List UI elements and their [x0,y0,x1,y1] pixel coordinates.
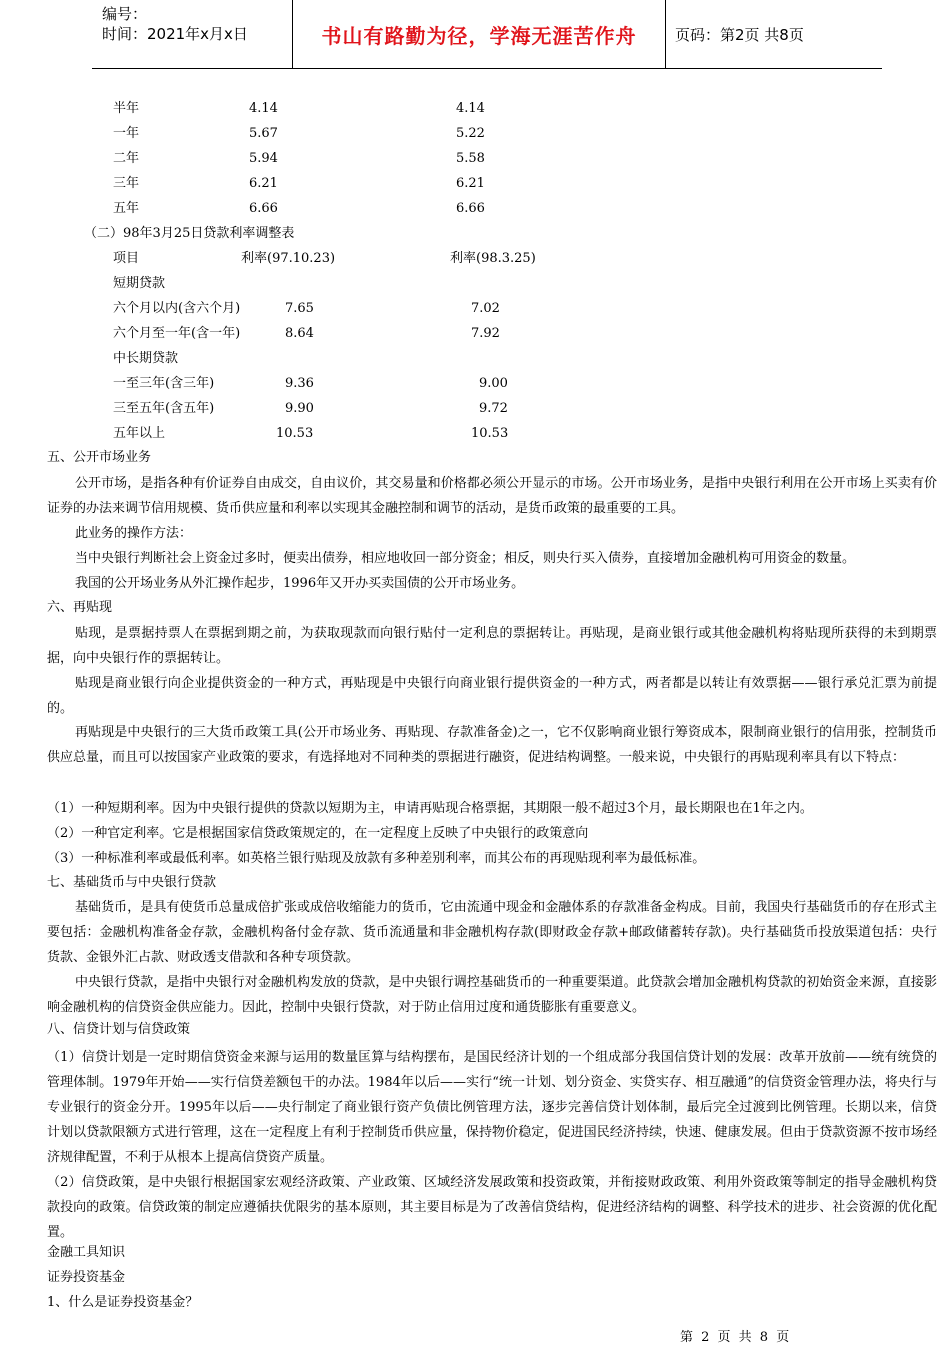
term-cell: 一年 [113,126,140,141]
topic-heading: 证券投资基金 [47,1270,126,1285]
long-loan-label: 中长期贷款 [113,351,179,366]
term-cell: 六个月以内(含六个月) [113,301,241,316]
rate-old-cell: 10.53 [276,426,314,441]
table-header-row [113,250,713,268]
rate-old-cell: 8.64 [285,326,314,341]
table-row [113,200,713,218]
header-page-label: 页码：第2页 共8页 [675,26,804,44]
term-cell: 三至五年(含五年) [113,401,215,416]
col-item-header: 项目 [113,251,140,266]
table-row [113,100,713,118]
rate-old-cell: 6.66 [249,201,278,216]
rate-new-cell: 5.58 [456,151,485,166]
term-cell: 六个月至一年(含一年) [113,326,241,341]
rate-old-cell: 9.36 [285,376,314,391]
col-new-header: 利率(98.3.25) [450,251,536,266]
rate-old-cell: 9.90 [285,401,314,416]
section-heading: 六、再贴现 [47,600,113,615]
rate-old-cell: 5.67 [249,126,278,141]
short-loan-label: 短期贷款 [113,276,166,291]
number-label: 编号： [102,5,148,23]
table-row [113,125,713,143]
paragraph: 贴现，是票据持票人在票据到期之前，为获取现款而向银行贴付一定利息的票据转让。再贴现，是商业银行或其他金融机构将贴现所获得的未到期票据，向中央银行作的票据转让。 [47,626,937,666]
header-meta [102,4,292,44]
topic-heading: 金融工具知识 [47,1245,126,1260]
rate-new-cell: 7.02 [471,301,500,316]
header-divider [665,0,666,68]
question-heading: 1、什么是证券投资基金？ [47,1295,199,1310]
header-motto: 书山有路勤为径，学海无涯苦作舟 [321,23,637,48]
rate-new-cell: 4.14 [456,101,485,116]
rate-old-cell: 4.14 [249,101,278,116]
term-cell: 二年 [113,151,140,166]
paragraph: （1）信贷计划是一定时期信贷资金来源与运用的数量匡算与结构摆布，是国民经济计划的一个组成部分我国信贷计划的发展：改革开放前——统有统贷的管理体制。1979年开始——实行信贷差额包干的办法。1984年以后——实行“统一计划、划分资金、实贷实存、相互融通”的信贷资金管理办法，将央行与专业银行的资金分开。1995年以后——央行制定了商业银行资产负债比例管理方法，逐步完善信贷计划体制，最后完全过渡到比例管理。长期以来，信贷计划以贷款限额方式进行管理，这在一定程度上有利于控制货币供应量，保持物价稳定，促进国民经济持续，快速、健康发展。但由于贷款资源不按市场经济规律配置，不利于从根本上提高信贷资产质量。 [47,1050,937,1165]
page-header [92,0,882,69]
table-row [113,375,713,393]
page-footer: 第 2 页 共 8 页 [680,1330,792,1345]
section-heading: 八、信贷计划与信贷政策 [47,1022,191,1037]
rate-old-cell: 7.65 [285,301,314,316]
table-row [113,400,713,418]
paragraph: 公开市场，是指各种有价证券自由成交，自由议价，其交易量和价格都必须公开显示的市场。公开市场业务，是指中央银行利用在公开市场上买卖有价证券的办法来调节信用规模、货币供应量和利率以实现其金融控制和调节的活动，是货币政策的最重要的工具。 [47,476,937,516]
rate-new-cell: 6.66 [456,201,485,216]
loan-table-title: （二）98年3月25日贷款利率调整表 [84,226,295,241]
rate-new-cell: 9.72 [479,401,508,416]
paragraph: 基础货币，是具有使货币总量成倍扩张或成倍收缩能力的货币，它由流通中现金和金融体系的存款准备金构成。目前，我国央行基础货币的存在形式主要包括：金融机构准备金存款，金融机构备付金存款、货币流通量和非金融机构存款(即财政金存款+邮政储蓄转存款)。央行基础货币投放渠道包括：央行货款、金银外汇占款、财政透支借款和各种专项贷款。 [47,900,937,965]
rate-old-cell: 6.21 [249,176,278,191]
paragraph: 再贴现是中央银行的三大货币政策工具(公开市场业务、再贴现、存款准备金)之一，它不仅影响商业银行筹资成本，限制商业银行的信用张，控制货币供应总量，而且可以按国家产业政策的要求，有选择地对不同种类的票据进行融资，促进结构调整。一般来说，中央银行的再贴现利率具有以下特点： [47,725,937,765]
rate-new-cell: 5.22 [456,126,485,141]
list-item: （3）一种标准利率或最低利率。如英格兰银行贴现及放款有多种差别利率，而其公布的再现贴现利率为最低标准。 [47,851,706,866]
rate-old-cell: 5.94 [249,151,278,166]
term-cell: 五年以上 [113,426,166,441]
term-cell: 一至三年(含三年) [113,376,215,391]
term-cell: 五年 [113,201,140,216]
list-item: （2）一种官定利率。它是根据国家信贷政策规定的，在一定程度上反映了中央银行的政策意向 [47,826,589,841]
table-row [113,425,713,443]
table-row [113,325,713,343]
list-item: （1）一种短期利率。因为中央银行提供的贷款以短期为主，申请再贴现合格票据，其期限一般不超过3个月，最长期限也在1年之内。 [47,801,813,816]
col-old-header: 利率(97.10.23) [241,251,336,266]
section-heading: 七、基础货币与中央银行贷款 [47,875,217,890]
time-label: 时间：2021年x月x日 [102,25,248,43]
paragraph: 中央银行贷款，是指中央银行对金融机构发放的贷款，是中央银行调控基础货币的一种重要渠道。此贷款会增加金融机构贷款的初始资金来源，直接影响金融机构的信贷资金供应能力。因此，控制中央银行贷款，对于防止信用过度和通货膨胀有重要意义。 [47,975,937,1015]
table-row [113,300,713,318]
section-heading: 五、公开市场业务 [47,450,152,465]
table-row [113,175,713,193]
paragraph: 贴现是商业银行向企业提供资金的一种方式，再贴现是中央银行向商业银行提供资金的一种方式，两者都是以转让有效票据——银行承兑汇票为前提的。 [47,676,937,716]
table-row [113,150,713,168]
rate-new-cell: 9.00 [479,376,508,391]
term-cell: 三年 [113,176,140,191]
term-cell: 半年 [113,101,140,116]
paragraph: （2）信贷政策，是中央银行根据国家宏观经济政策、产业政策、区域经济发展政策和投资政策，并衔接财政政策、利用外资政策等制定的指导金融机构贷款投向的政策。信贷政策的制定应遵循扶优限劣的基本原则，其主要目标是为了改善信贷结构，促进经济结构的调整、科学技术的进步、社会资源的优化配置。 [47,1175,937,1240]
rate-new-cell: 10.53 [471,426,509,441]
rate-new-cell: 7.92 [471,326,500,341]
paragraph: 此业务的操作方法： [75,526,193,541]
paragraph: 当中央银行判断社会上资金过多时，便卖出债券，相应地收回一部分资金；相反，则央行买入债券，直接增加金融机构可用资金的数量。 [75,551,856,566]
rate-new-cell: 6.21 [456,176,485,191]
paragraph: 我国的公开场业务从外汇操作起步，1996年又开办买卖国债的公开市场业务。 [75,576,525,591]
